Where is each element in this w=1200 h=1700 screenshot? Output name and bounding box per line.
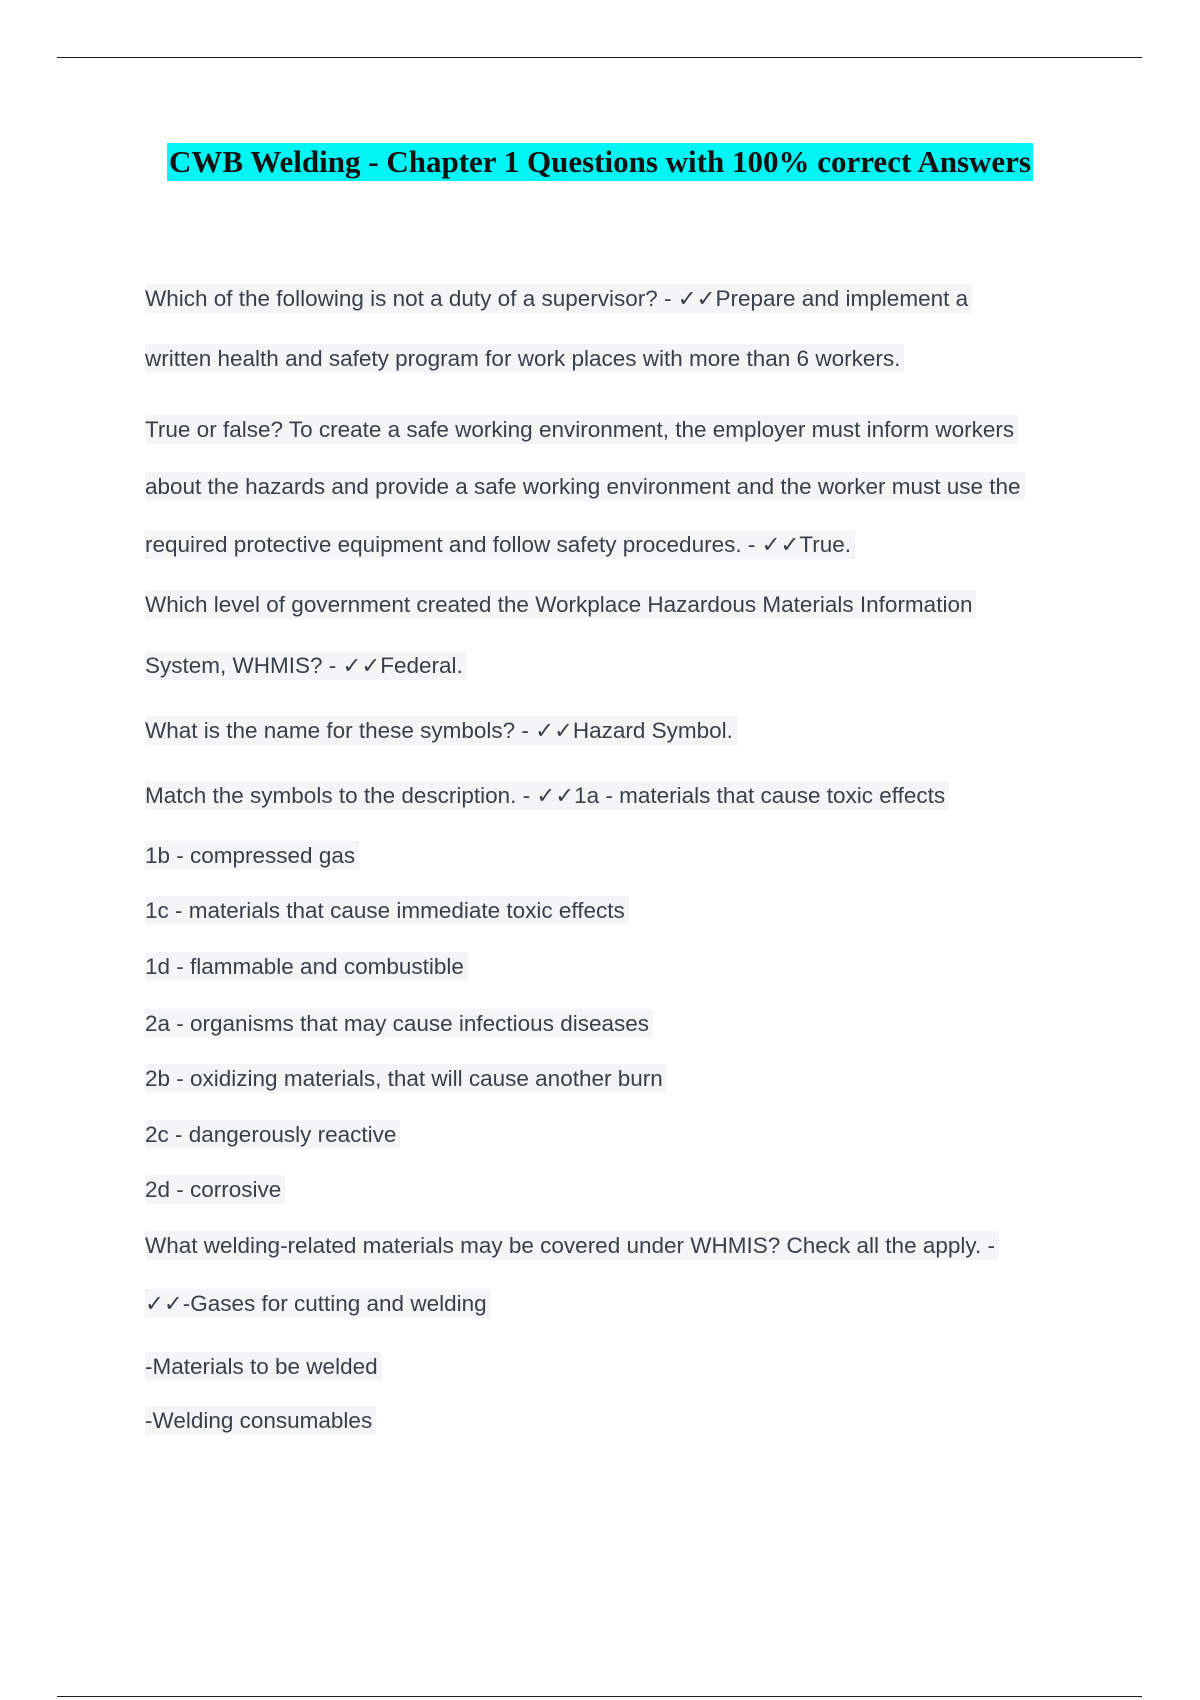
text-line: System, WHMIS? - ✓✓Federal. bbox=[145, 652, 467, 680]
text-line: Which level of government created the Workplace Hazardous Materials Information bbox=[145, 591, 976, 619]
text-line: about the hazards and provide a safe working environment and the worker must use the bbox=[145, 473, 1025, 501]
text-line: True or false? To create a safe working environment, the employer must inform workers bbox=[145, 416, 1018, 444]
text-line: ✓✓-Gases for cutting and welding bbox=[145, 1290, 491, 1318]
text-line: written health and safety program for work places with more than 6 workers. bbox=[145, 345, 904, 373]
text-line: -Materials to be welded bbox=[145, 1353, 382, 1381]
top-rule bbox=[57, 57, 1142, 58]
text-line: Which of the following is not a duty of a supervisor? - ✓✓Prepare and implement a bbox=[145, 285, 972, 313]
title-container bbox=[0, 143, 1200, 181]
text-line: required protective equipment and follow safety procedures. - ✓✓True. bbox=[145, 531, 855, 559]
text-line: What is the name for these symbols? - ✓✓Hazard Symbol. bbox=[145, 717, 737, 745]
text-line: -Welding consumables bbox=[145, 1407, 376, 1435]
text-line: 2b - oxidizing materials, that will cause another burn bbox=[145, 1065, 667, 1093]
text-line: 1c - materials that cause immediate toxic effects bbox=[145, 897, 629, 925]
text-line: What welding-related materials may be covered under WHMIS? Check all the apply. - bbox=[145, 1232, 999, 1260]
text-line: 2a - organisms that may cause infectious diseases bbox=[145, 1010, 653, 1038]
bottom-rule bbox=[57, 1696, 1142, 1697]
text-line: Match the symbols to the description. - ✓✓1a - materials that cause toxic effects bbox=[145, 782, 949, 810]
text-line: 1d - flammable and combustible bbox=[145, 953, 468, 981]
text-line: 2d - corrosive bbox=[145, 1176, 285, 1204]
document-title: CWB Welding - Chapter 1 Questions with 100% correct Answers bbox=[169, 144, 1031, 179]
text-line: 2c - dangerously reactive bbox=[145, 1121, 400, 1149]
text-line: 1b - compressed gas bbox=[145, 842, 359, 870]
